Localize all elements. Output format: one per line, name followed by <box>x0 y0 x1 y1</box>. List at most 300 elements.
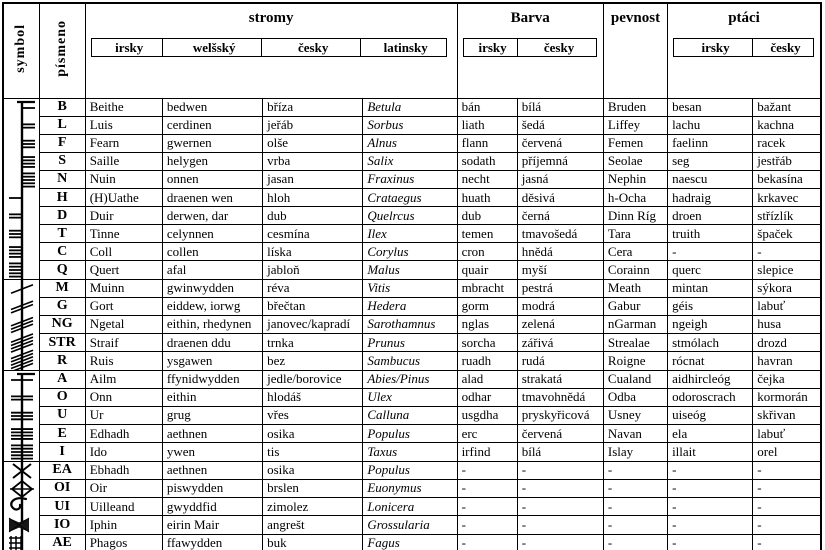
tree-irish-cell: Ruis <box>85 352 162 370</box>
color-czech-cell: pryskyřicová <box>517 406 603 424</box>
color-irish-cell: mbracht <box>457 279 517 297</box>
bird-irish-cell: - <box>668 534 753 550</box>
firmness-cell: Femen <box>603 134 667 152</box>
firmness-cell: - <box>603 498 667 516</box>
table-row <box>3 98 821 116</box>
group-title-ptaci: ptáci <box>728 10 760 26</box>
letter-cell: AE <box>39 534 85 550</box>
bird-irish-cell: - <box>668 461 753 479</box>
bird-irish-cell: - <box>668 498 753 516</box>
subheader-esky: česky <box>517 38 597 57</box>
ogham-symbol-group-ea-ae-icon <box>3 461 39 550</box>
bird-irish-cell: stmólach <box>668 334 753 352</box>
bird-irish-cell: besan <box>668 98 753 116</box>
bird-czech-cell: bažant <box>753 98 821 116</box>
tree-welsh-cell: celynnen <box>162 225 262 243</box>
letter-cell: M <box>39 279 85 297</box>
letter-cell: NG <box>39 315 85 333</box>
tree-latin-cell: Betula <box>363 98 457 116</box>
subheader-irsky: irsky <box>673 38 753 57</box>
subheader-strip-ptaci <box>673 38 814 57</box>
letter-cell: G <box>39 297 85 315</box>
tree-latin-cell: Malus <box>363 261 457 279</box>
tree-latin-cell: Ulex <box>363 388 457 406</box>
tree-latin-cell: Taxus <box>363 443 457 461</box>
tree-latin-cell: Alnus <box>363 134 457 152</box>
tree-welsh-cell: eithin, rhedynen <box>162 315 262 333</box>
subheader-irsky: irsky <box>463 38 518 57</box>
color-irish-cell: flann <box>457 134 517 152</box>
letter-cell: T <box>39 225 85 243</box>
tree-irish-cell: Oir <box>85 479 162 497</box>
tree-irish-cell: Beithe <box>85 98 162 116</box>
color-czech-cell: tmavohnědá <box>517 388 603 406</box>
table-row <box>3 188 821 206</box>
bird-irish-cell: ngeigh <box>668 315 753 333</box>
firmness-cell: Odba <box>603 388 667 406</box>
firmness-cell: Cera <box>603 243 667 261</box>
bird-czech-cell: labuť <box>753 425 821 443</box>
tree-czech-cell: dub <box>263 207 363 225</box>
color-irish-cell: gorm <box>457 297 517 315</box>
tree-czech-cell: janovec/kapradí <box>263 315 363 333</box>
table-row <box>3 170 821 188</box>
tree-welsh-cell: gwinwydden <box>162 279 262 297</box>
tree-czech-cell: cesmína <box>263 225 363 243</box>
tree-latin-cell: Salix <box>363 152 457 170</box>
tree-irish-cell: Nuin <box>85 170 162 188</box>
firmness-cell: Gabur <box>603 297 667 315</box>
color-irish-cell: huath <box>457 188 517 206</box>
color-irish-cell: - <box>457 498 517 516</box>
subheader-esky: česky <box>261 38 361 57</box>
color-czech-cell: děsivá <box>517 188 603 206</box>
color-irish-cell: alad <box>457 370 517 388</box>
tree-irish-cell: Fearn <box>85 134 162 152</box>
bird-czech-cell: - <box>753 479 821 497</box>
bird-irish-cell: aidhircleóg <box>668 370 753 388</box>
firmness-cell: Tara <box>603 225 667 243</box>
tree-czech-cell: zimolez <box>263 498 363 516</box>
tree-latin-cell: Fraxinus <box>363 170 457 188</box>
tree-czech-cell: břečtan <box>263 297 363 315</box>
tree-czech-cell: líska <box>263 243 363 261</box>
header-row <box>3 3 821 98</box>
firmness-cell: - <box>603 461 667 479</box>
bird-irish-cell: géis <box>668 297 753 315</box>
tree-latin-cell: Sambucus <box>363 352 457 370</box>
table-row <box>3 479 821 497</box>
color-czech-cell: - <box>517 534 603 550</box>
subheader-irsky: irsky <box>91 38 163 57</box>
tree-czech-cell: jedle/borovice <box>263 370 363 388</box>
subheader-strip-barva <box>463 38 597 57</box>
firmness-cell: - <box>603 479 667 497</box>
bird-irish-cell: - <box>668 516 753 534</box>
color-irish-cell: irfind <box>457 443 517 461</box>
bird-irish-cell: seg <box>668 152 753 170</box>
color-czech-cell: bílá <box>517 443 603 461</box>
color-irish-cell: sodath <box>457 152 517 170</box>
firmness-cell: Cualand <box>603 370 667 388</box>
tree-welsh-cell: eithin <box>162 388 262 406</box>
firmness-cell: - <box>603 516 667 534</box>
tree-latin-cell: Crataegus <box>363 188 457 206</box>
firmness-cell: - <box>603 534 667 550</box>
tree-welsh-cell: gwernen <box>162 134 262 152</box>
table-row <box>3 388 821 406</box>
bird-irish-cell: ela <box>668 425 753 443</box>
color-irish-cell: dub <box>457 207 517 225</box>
tree-czech-cell: vrba <box>263 152 363 170</box>
table-row <box>3 498 821 516</box>
tree-irish-cell: Quert <box>85 261 162 279</box>
tree-welsh-cell: derwen, dar <box>162 207 262 225</box>
tree-latin-cell: Quelrcus <box>363 207 457 225</box>
tree-czech-cell: osika <box>263 461 363 479</box>
tree-czech-cell: olše <box>263 134 363 152</box>
tree-irish-cell: Phagos <box>85 534 162 550</box>
bird-czech-cell: sýkora <box>753 279 821 297</box>
letter-cell: L <box>39 116 85 134</box>
color-czech-cell: hnědá <box>517 243 603 261</box>
color-irish-cell: liath <box>457 116 517 134</box>
color-czech-cell: - <box>517 516 603 534</box>
bird-czech-cell: skřivan <box>753 406 821 424</box>
tree-latin-cell: Abies/Pinus <box>363 370 457 388</box>
color-irish-cell: bán <box>457 98 517 116</box>
firmness-cell: Liffey <box>603 116 667 134</box>
bird-czech-cell: slepice <box>753 261 821 279</box>
color-czech-cell: zelená <box>517 315 603 333</box>
letter-cell: B <box>39 98 85 116</box>
color-irish-cell: usgdha <box>457 406 517 424</box>
bird-irish-cell: droen <box>668 207 753 225</box>
letter-cell: C <box>39 243 85 261</box>
table-row <box>3 279 821 297</box>
tree-welsh-cell: grug <box>162 406 262 424</box>
tree-irish-cell: Straif <box>85 334 162 352</box>
color-irish-cell: - <box>457 461 517 479</box>
table-row <box>3 243 821 261</box>
tree-welsh-cell: draenen wen <box>162 188 262 206</box>
firmness-cell: Usney <box>603 406 667 424</box>
color-czech-cell: jasná <box>517 170 603 188</box>
bird-czech-cell: - <box>753 534 821 550</box>
color-irish-cell: necht <box>457 170 517 188</box>
tree-welsh-cell: collen <box>162 243 262 261</box>
tree-irish-cell: Uilleand <box>85 498 162 516</box>
bird-czech-cell: bekasína <box>753 170 821 188</box>
color-czech-cell: modrá <box>517 297 603 315</box>
color-irish-cell: odhar <box>457 388 517 406</box>
tree-irish-cell: Duir <box>85 207 162 225</box>
tree-irish-cell: Luis <box>85 116 162 134</box>
letter-cell: IO <box>39 516 85 534</box>
letter-cell: F <box>39 134 85 152</box>
tree-welsh-cell: eiddew, iorwg <box>162 297 262 315</box>
bird-irish-cell: odoroscrach <box>668 388 753 406</box>
bird-czech-cell: jestřáb <box>753 152 821 170</box>
tree-czech-cell: jabloň <box>263 261 363 279</box>
tree-czech-cell: réva <box>263 279 363 297</box>
table-row <box>3 370 821 388</box>
tree-irish-cell: Onn <box>85 388 162 406</box>
table-row <box>3 315 821 333</box>
color-irish-cell: - <box>457 516 517 534</box>
bird-irish-cell: rócnat <box>668 352 753 370</box>
bird-irish-cell: naescu <box>668 170 753 188</box>
tree-latin-cell: Prunus <box>363 334 457 352</box>
color-irish-cell: cron <box>457 243 517 261</box>
letter-cell: UI <box>39 498 85 516</box>
firmness-cell: Navan <box>603 425 667 443</box>
tree-latin-cell: Corylus <box>363 243 457 261</box>
firmness-cell: Meath <box>603 279 667 297</box>
color-irish-cell: - <box>457 479 517 497</box>
color-czech-cell: tmavošedá <box>517 225 603 243</box>
tree-latin-cell: Ilex <box>363 225 457 243</box>
table-row <box>3 207 821 225</box>
tree-latin-cell: Vitis <box>363 279 457 297</box>
bird-czech-cell: čejka <box>753 370 821 388</box>
color-irish-cell: erc <box>457 425 517 443</box>
color-czech-cell: červená <box>517 425 603 443</box>
tree-welsh-cell: cerdinen <box>162 116 262 134</box>
table-row <box>3 443 821 461</box>
group-title-barva: Barva <box>510 10 550 26</box>
bird-irish-cell: hadraig <box>668 188 753 206</box>
color-irish-cell: sorcha <box>457 334 517 352</box>
bird-irish-cell: illait <box>668 443 753 461</box>
tree-irish-cell: Ebhadh <box>85 461 162 479</box>
symbol-header-label: symbol <box>13 23 29 73</box>
bird-czech-cell: - <box>753 516 821 534</box>
table-row <box>3 134 821 152</box>
tree-czech-cell: buk <box>263 534 363 550</box>
tree-latin-cell: Sorbus <box>363 116 457 134</box>
firmness-cell: Roigne <box>603 352 667 370</box>
tree-latin-cell: Euonymus <box>363 479 457 497</box>
ogham-symbol-group-m-r-icon <box>3 279 39 370</box>
color-czech-cell: - <box>517 461 603 479</box>
color-czech-cell: strakatá <box>517 370 603 388</box>
tree-welsh-cell: ffawydden <box>162 534 262 550</box>
color-irish-cell: ruadh <box>457 352 517 370</box>
subheader-latinsky: latinsky <box>360 38 447 57</box>
table-row <box>3 152 821 170</box>
subheader-esky: česky <box>752 38 814 57</box>
tree-irish-cell: (H)Uathe <box>85 188 162 206</box>
tree-welsh-cell: ysgawen <box>162 352 262 370</box>
letter-cell: STR <box>39 334 85 352</box>
firmness-cell: Islay <box>603 443 667 461</box>
tree-welsh-cell: helygen <box>162 152 262 170</box>
group-title-pevnost: pevnost <box>610 10 661 26</box>
letter-cell: EA <box>39 461 85 479</box>
ogham-alphabet-table <box>2 2 822 550</box>
table-row <box>3 261 821 279</box>
tree-welsh-cell: draenen ddu <box>162 334 262 352</box>
color-czech-cell: bílá <box>517 98 603 116</box>
tree-czech-cell: tis <box>263 443 363 461</box>
letter-cell: D <box>39 207 85 225</box>
group-header-stromy <box>85 3 457 98</box>
bird-czech-cell: kachna <box>753 116 821 134</box>
firmness-cell: Dinn Ríg <box>603 207 667 225</box>
color-czech-cell: - <box>517 479 603 497</box>
bird-czech-cell: drozd <box>753 334 821 352</box>
table-row <box>3 116 821 134</box>
tree-irish-cell: Muinn <box>85 279 162 297</box>
bird-czech-cell: kormorán <box>753 388 821 406</box>
tree-latin-cell: Lonicera <box>363 498 457 516</box>
color-czech-cell: myší <box>517 261 603 279</box>
letter-cell: Q <box>39 261 85 279</box>
tree-czech-cell: jasan <box>263 170 363 188</box>
table-row <box>3 352 821 370</box>
firmness-cell: Strealae <box>603 334 667 352</box>
bird-czech-cell: - <box>753 498 821 516</box>
tree-irish-cell: Ailm <box>85 370 162 388</box>
letter-cell: R <box>39 352 85 370</box>
color-irish-cell: quair <box>457 261 517 279</box>
color-czech-cell: černá <box>517 207 603 225</box>
bird-czech-cell: krkavec <box>753 188 821 206</box>
tree-welsh-cell: aethnen <box>162 425 262 443</box>
table-row <box>3 225 821 243</box>
tree-irish-cell: Gort <box>85 297 162 315</box>
tree-czech-cell: hloh <box>263 188 363 206</box>
color-czech-cell: rudá <box>517 352 603 370</box>
tree-czech-cell: bez <box>263 352 363 370</box>
tree-welsh-cell: onnen <box>162 170 262 188</box>
bird-czech-cell: orel <box>753 443 821 461</box>
tree-czech-cell: bříza <box>263 98 363 116</box>
firmness-cell: h-Ocha <box>603 188 667 206</box>
tree-latin-cell: Populus <box>363 461 457 479</box>
tree-latin-cell: Calluna <box>363 406 457 424</box>
bird-czech-cell: - <box>753 461 821 479</box>
letter-cell: OI <box>39 479 85 497</box>
firmness-cell: nGarman <box>603 315 667 333</box>
letter-cell: H <box>39 188 85 206</box>
bird-czech-cell: střízlík <box>753 207 821 225</box>
color-czech-cell: zářivá <box>517 334 603 352</box>
table-row <box>3 297 821 315</box>
tree-czech-cell: trnka <box>263 334 363 352</box>
tree-irish-cell: Ido <box>85 443 162 461</box>
color-irish-cell: - <box>457 534 517 550</box>
group-title-stromy: stromy <box>248 10 294 26</box>
bird-czech-cell: špaček <box>753 225 821 243</box>
group-header-pevnost <box>603 3 667 98</box>
color-czech-cell: pestrá <box>517 279 603 297</box>
tree-irish-cell: Saille <box>85 152 162 170</box>
firmness-cell: Corainn <box>603 261 667 279</box>
bird-irish-cell: truith <box>668 225 753 243</box>
table-row <box>3 406 821 424</box>
tree-czech-cell: vřes <box>263 406 363 424</box>
color-czech-cell: červená <box>517 134 603 152</box>
table-row <box>3 425 821 443</box>
tree-czech-cell: jeřáb <box>263 116 363 134</box>
bird-czech-cell: - <box>753 243 821 261</box>
tree-latin-cell: Hedera <box>363 297 457 315</box>
firmness-cell: Nephin <box>603 170 667 188</box>
color-irish-cell: nglas <box>457 315 517 333</box>
tree-irish-cell: Iphin <box>85 516 162 534</box>
bird-irish-cell: mintan <box>668 279 753 297</box>
tree-czech-cell: angrešt <box>263 516 363 534</box>
tree-welsh-cell: ffynidwydden <box>162 370 262 388</box>
letter-cell: O <box>39 388 85 406</box>
subheader-welsk: welšský <box>162 38 262 57</box>
color-irish-cell: temen <box>457 225 517 243</box>
tree-czech-cell: hlodáš <box>263 388 363 406</box>
table-body <box>3 98 821 550</box>
tree-latin-cell: Fagus <box>363 534 457 550</box>
letter-cell: E <box>39 425 85 443</box>
firmness-cell: Bruden <box>603 98 667 116</box>
column-header-pismeno <box>39 3 85 98</box>
tree-welsh-cell: aethnen <box>162 461 262 479</box>
bird-irish-cell: - <box>668 243 753 261</box>
tree-welsh-cell: afal <box>162 261 262 279</box>
column-header-symbol <box>3 3 39 98</box>
bird-czech-cell: husa <box>753 315 821 333</box>
tree-welsh-cell: piswydden <box>162 479 262 497</box>
table-row <box>3 516 821 534</box>
tree-welsh-cell: ywen <box>162 443 262 461</box>
tree-welsh-cell: eirin Mair <box>162 516 262 534</box>
bird-irish-cell: faelinn <box>668 134 753 152</box>
tree-czech-cell: brslen <box>263 479 363 497</box>
letter-cell: S <box>39 152 85 170</box>
tree-irish-cell: Ngetal <box>85 315 162 333</box>
tree-irish-cell: Edhadh <box>85 425 162 443</box>
tree-welsh-cell: gwyddfid <box>162 498 262 516</box>
group-header-ptaci <box>668 3 821 98</box>
bird-czech-cell: havran <box>753 352 821 370</box>
letter-cell: U <box>39 406 85 424</box>
color-czech-cell: - <box>517 498 603 516</box>
letter-cell: A <box>39 370 85 388</box>
table-row <box>3 334 821 352</box>
tree-irish-cell: Tinne <box>85 225 162 243</box>
bird-irish-cell: - <box>668 479 753 497</box>
bird-irish-cell: querc <box>668 261 753 279</box>
pismeno-header-label: písmeno <box>54 19 70 77</box>
bird-czech-cell: labuť <box>753 297 821 315</box>
firmness-cell: Seolae <box>603 152 667 170</box>
table-row <box>3 461 821 479</box>
bird-irish-cell: uiseóg <box>668 406 753 424</box>
letter-cell: I <box>39 443 85 461</box>
tree-welsh-cell: bedwen <box>162 98 262 116</box>
tree-latin-cell: Populus <box>363 425 457 443</box>
ogham-symbol-group-a-i-icon <box>3 370 39 461</box>
ogham-symbol-group-b-q-icon <box>3 98 39 279</box>
tree-irish-cell: Ur <box>85 406 162 424</box>
tree-czech-cell: osika <box>263 425 363 443</box>
bird-czech-cell: racek <box>753 134 821 152</box>
group-header-barva <box>457 3 603 98</box>
color-czech-cell: příjemná <box>517 152 603 170</box>
table-row <box>3 534 821 550</box>
tree-irish-cell: Coll <box>85 243 162 261</box>
tree-latin-cell: Sarothamnus <box>363 315 457 333</box>
